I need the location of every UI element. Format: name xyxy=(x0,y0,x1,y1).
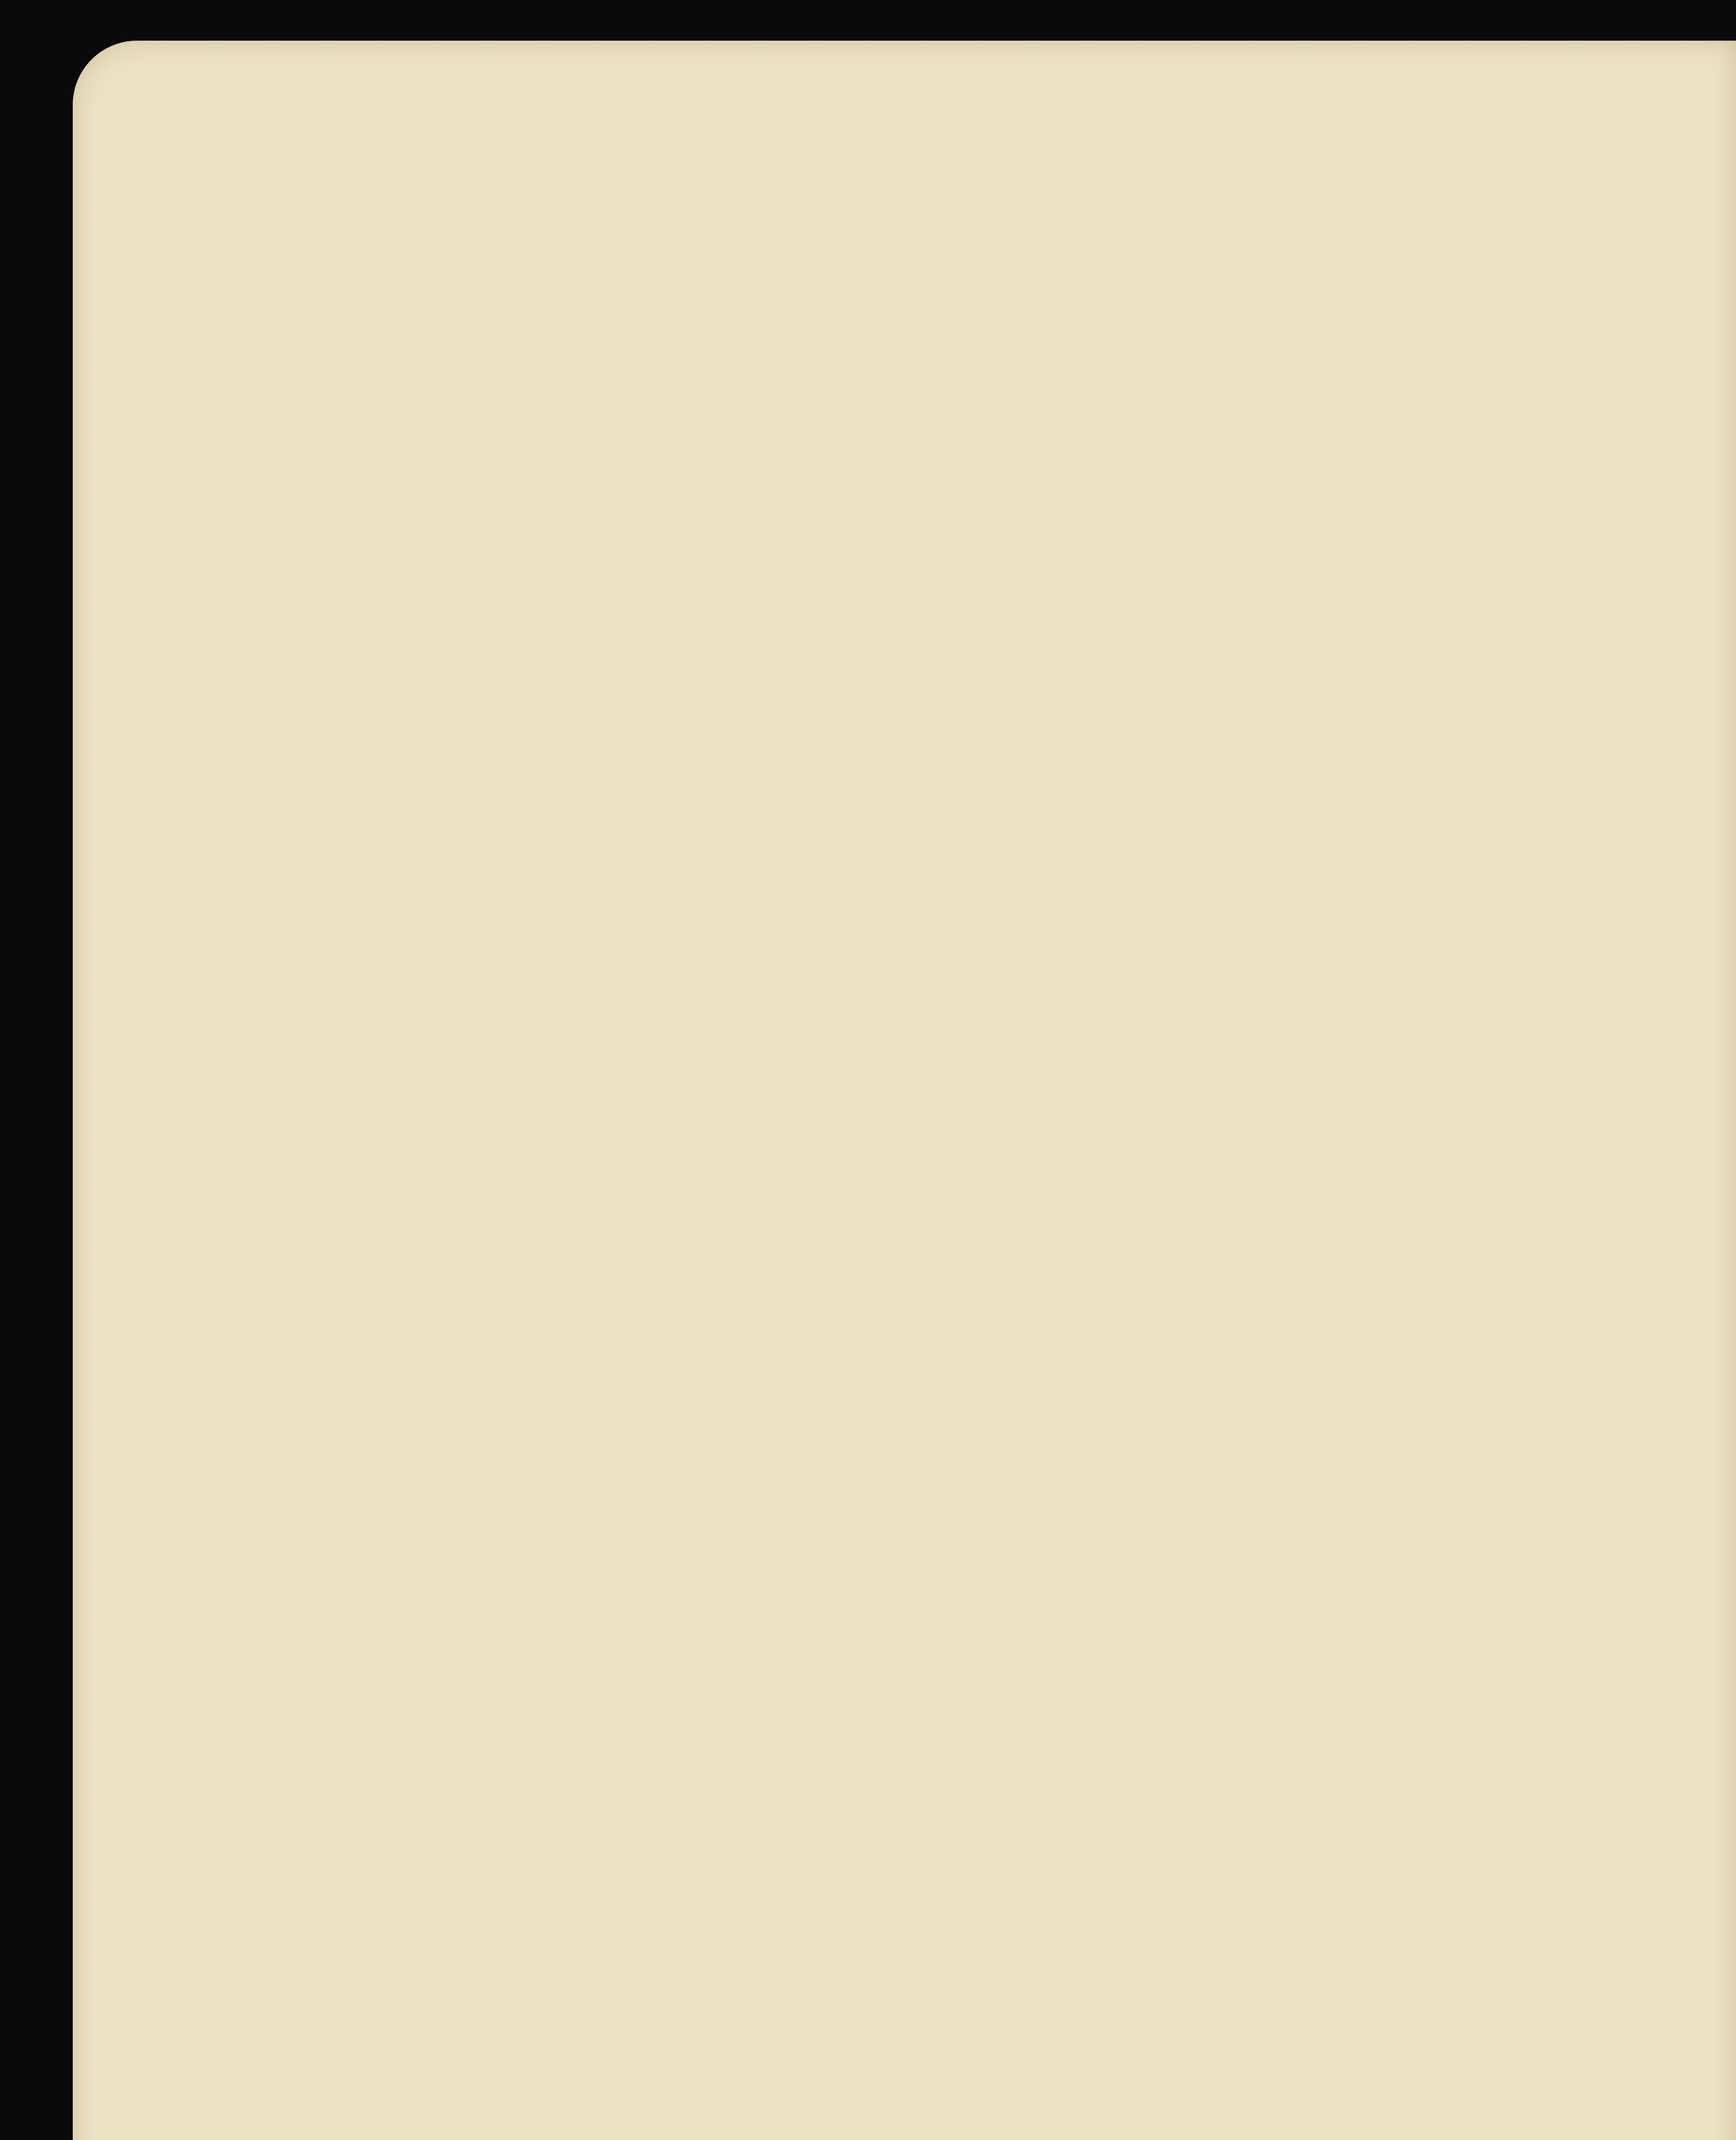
book-page xyxy=(73,41,1736,2140)
route-block xyxy=(210,1817,1736,1941)
note-block xyxy=(210,1389,1736,1397)
page-header xyxy=(212,75,1736,139)
mileage-header xyxy=(210,1843,1736,1941)
